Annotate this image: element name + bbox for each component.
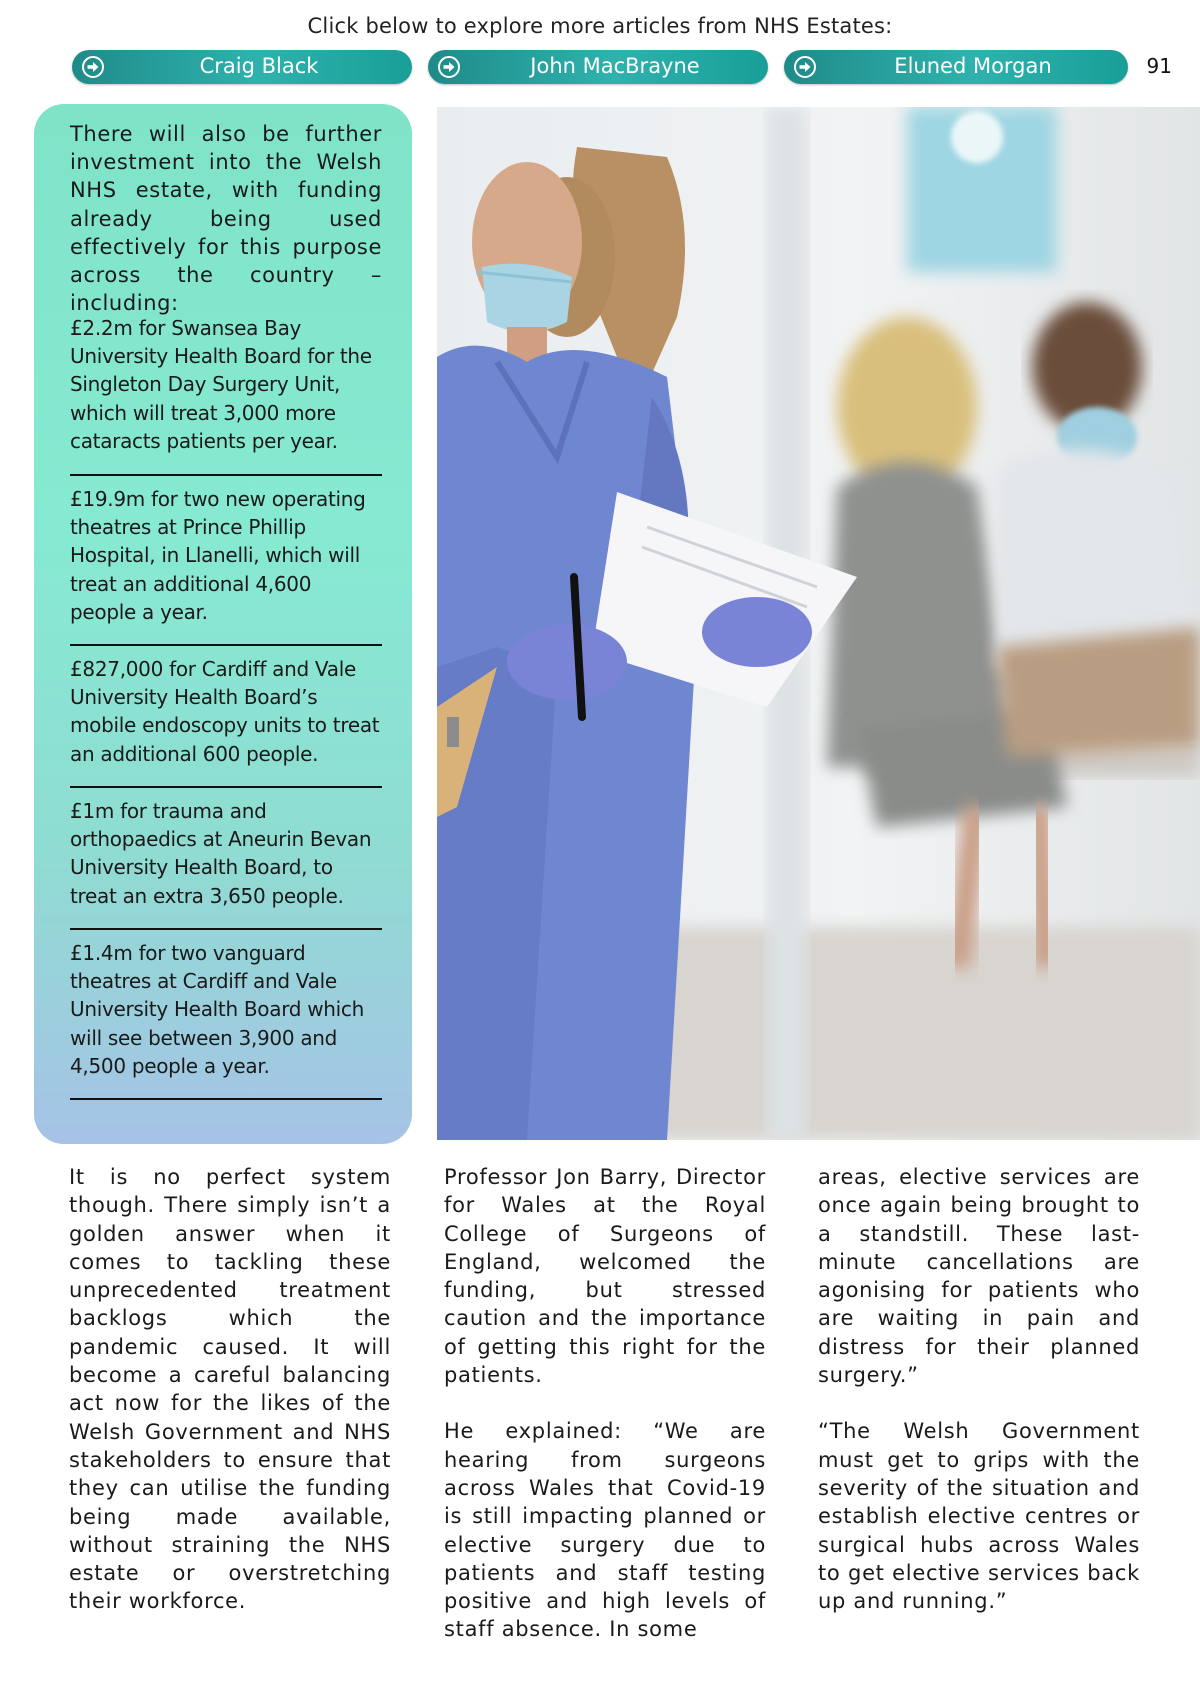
divider	[70, 928, 382, 930]
divider	[70, 1098, 382, 1100]
nav-button-label: Craig Black	[199, 54, 319, 78]
nav-button-craig-black[interactable]	[72, 50, 412, 84]
divider	[70, 644, 382, 646]
article-column-1	[69, 1163, 391, 1644]
article-column-3	[818, 1163, 1140, 1643]
funding-item-prince-phillip: £19.9m for two new operating theatres at Prince Phillip Hospital, in Llanelli, which will treat an additional 4,600 people a year.	[70, 487, 366, 624]
hospital-waiting-room-photo	[437, 107, 1200, 1140]
nav-button-label: Eluned Morgan	[894, 54, 1052, 78]
page-number: 91	[1146, 54, 1172, 78]
paragraph: Professor Jon Barry, Director for Wales at the Royal College of Surgeons of England, welcomed the funding, but stressed caution and the importance of getting this right for the patients.	[444, 1165, 766, 1388]
arrow-right-circle-icon	[793, 55, 817, 79]
photo-illustration	[437, 107, 1200, 1140]
funding-sidebar	[34, 104, 412, 1144]
divider	[70, 786, 382, 788]
divider	[70, 474, 382, 476]
funding-item-cardiff-endoscopy: £827,000 for Cardiff and Vale University Health Board’s mobile endoscopy units to treat an additional 600 people.	[70, 657, 380, 766]
sidebar-intro: There will also be further investment into the Welsh NHS estate, with funding already being used effectively for this purpose across the country – including:	[70, 122, 382, 316]
funding-item-aneurin-bevan: £1m for trauma and orthopaedics at Aneurin Bevan University Health Board, to treat an extra 3,650 people.	[70, 799, 372, 908]
article-column-2	[444, 1163, 766, 1672]
paragraph: areas, elective services are once again being brought to a standstill. These last-minute cancellations are agonising for patients who are waiting in pain and distress for their planned surgery.”	[818, 1165, 1140, 1388]
paragraph: “The Welsh Government must get to grips with the severity of the situation and establish elective centres or surgical hubs across Wales to get elective services back up and running.”	[818, 1419, 1140, 1614]
nav-button-eluned-morgan[interactable]	[784, 50, 1128, 84]
paragraph: He explained: “We are hearing from surgeons across Wales that Covid-19 is still impacting planned or elective surgery due to patients and staff testing positive and high levels of staff absence. In some	[444, 1419, 766, 1642]
arrow-right-circle-icon	[81, 55, 105, 79]
funding-item-vanguard-theatres: £1.4m for two vanguard theatres at Cardiff and Vale University Health Board which will see between 3,900 and 4,500 people a year.	[70, 941, 364, 1078]
nav-button-label: John MacBrayne	[530, 54, 700, 78]
explore-prompt: Click below to explore more articles from NHS Estates:	[307, 14, 893, 38]
funding-item-swansea: £2.2m for Swansea Bay University Health Board for the Singleton Day Surgery Unit, which will treat 3,000 more cataracts patients per year.	[70, 316, 372, 453]
nav-button-john-macbrayne[interactable]	[428, 50, 768, 84]
arrow-right-circle-icon	[437, 55, 461, 79]
paragraph: It is no perfect system though. There simply isn’t a golden answer when it comes to tackling these unprecedented treatment backlogs which the pandemic caused. It will become a careful balancing act now for the likes of the Welsh Government and NHS stakeholders to ensure that they can utilise the funding being made available, without straining the NHS estate or overstretching their workforce.	[69, 1165, 391, 1614]
